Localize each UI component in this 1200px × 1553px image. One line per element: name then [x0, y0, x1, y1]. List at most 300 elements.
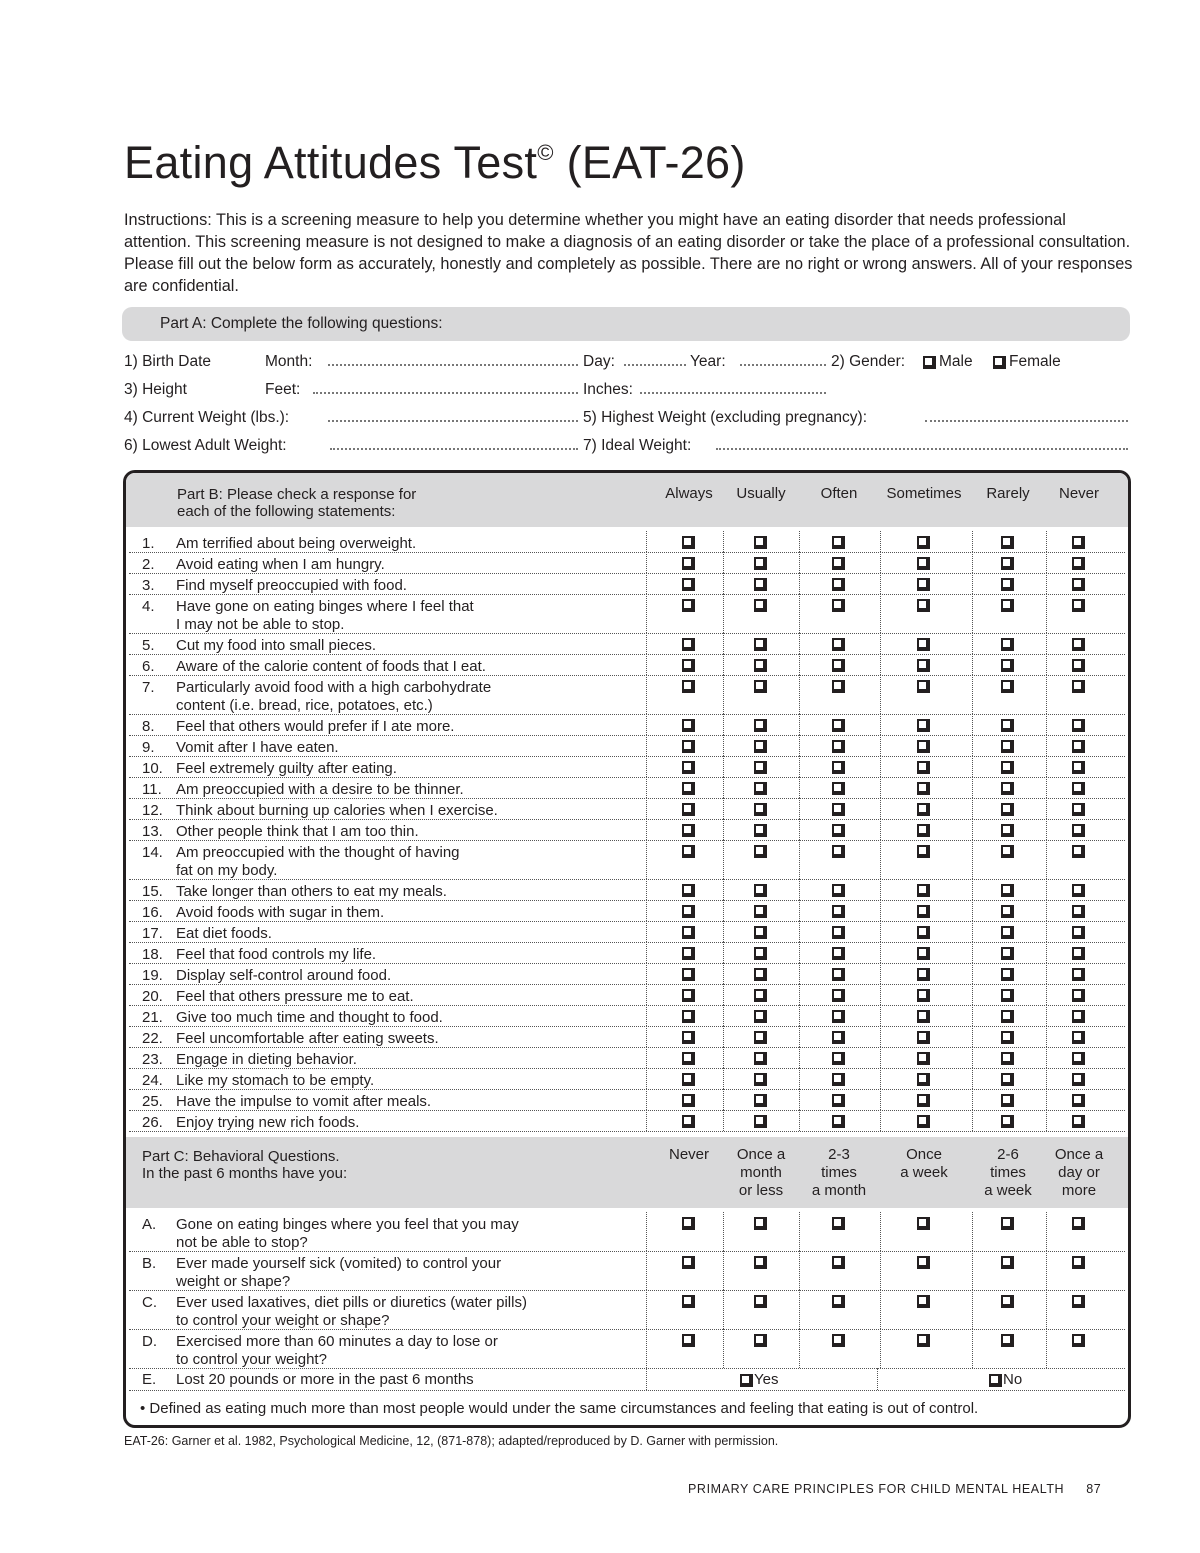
column-divider — [799, 633, 800, 654]
response-checkbox-never[interactable] — [1072, 680, 1083, 691]
frequency-checkbox[interactable] — [832, 1334, 843, 1345]
response-checkbox-often[interactable] — [832, 536, 843, 547]
column-divider — [880, 963, 881, 984]
response-checkbox-never[interactable] — [1072, 1115, 1083, 1126]
response-checkbox-never[interactable] — [1072, 1010, 1083, 1021]
female-label: Female — [1009, 353, 1061, 370]
response-checkbox-never[interactable] — [1072, 968, 1083, 979]
response-checkbox-sometimes[interactable] — [917, 578, 928, 589]
frequency-checkbox[interactable] — [1072, 1295, 1083, 1306]
item-number: 14. — [142, 844, 163, 861]
response-checkbox-sometimes[interactable] — [917, 989, 928, 1000]
response-checkbox-rarely[interactable] — [1001, 536, 1012, 547]
response-checkbox-always[interactable] — [682, 905, 693, 916]
column-divider — [880, 942, 881, 963]
ideal-weight-field[interactable] — [716, 448, 1128, 450]
frequency-checkbox[interactable] — [682, 1295, 693, 1306]
response-checkbox-sometimes[interactable] — [917, 968, 928, 979]
response-checkbox-usually[interactable] — [754, 557, 765, 568]
response-checkbox-sometimes[interactable] — [917, 926, 928, 937]
response-checkbox-rarely[interactable] — [1001, 803, 1012, 814]
highest-weight-field[interactable] — [925, 420, 1128, 422]
current-weight-label: 4) Current Weight (lbs.): — [124, 409, 290, 426]
column-divider — [877, 1368, 878, 1390]
response-checkbox-sometimes[interactable] — [917, 638, 928, 649]
response-checkbox-rarely[interactable] — [1001, 578, 1012, 589]
response-checkbox-always[interactable] — [682, 782, 693, 793]
response-checkbox-often[interactable] — [832, 803, 843, 814]
response-checkbox-never[interactable] — [1072, 599, 1083, 610]
column-divider — [799, 675, 800, 714]
response-checkbox-usually[interactable] — [754, 578, 765, 589]
part-b-item-row — [126, 552, 1128, 573]
male-checkbox-icon[interactable] — [923, 356, 934, 367]
response-checkbox-never[interactable] — [1072, 824, 1083, 835]
response-checkbox-never[interactable] — [1072, 1052, 1083, 1063]
response-checkbox-sometimes[interactable] — [917, 680, 928, 691]
response-checkbox-sometimes[interactable] — [917, 719, 928, 730]
response-checkbox-rarely[interactable] — [1001, 1094, 1012, 1105]
part-b-header-line1: Part B: Please check a response for — [177, 486, 417, 503]
item-number: 19. — [142, 967, 163, 984]
response-checkbox-always[interactable] — [682, 578, 693, 589]
response-checkbox-rarely[interactable] — [1001, 557, 1012, 568]
response-checkbox-rarely[interactable] — [1001, 680, 1012, 691]
response-checkbox-often[interactable] — [832, 926, 843, 937]
response-checkbox-often[interactable] — [832, 1031, 843, 1042]
response-checkbox-always[interactable] — [682, 638, 693, 649]
column-divider — [972, 798, 973, 819]
frequency-checkbox[interactable] — [1072, 1217, 1083, 1228]
response-checkbox-rarely[interactable] — [1001, 845, 1012, 856]
frequency-checkbox[interactable] — [754, 1334, 765, 1345]
response-checkbox-often[interactable] — [832, 1010, 843, 1021]
column-divider — [972, 1110, 973, 1131]
part-c-item-row — [126, 1251, 1128, 1290]
column-divider — [880, 798, 881, 819]
part-b-item-row — [126, 531, 1128, 552]
response-checkbox-usually[interactable] — [754, 680, 765, 691]
column-divider — [880, 675, 881, 714]
column-divider — [1046, 942, 1047, 963]
response-checkbox-always[interactable] — [682, 1073, 693, 1084]
response-checkbox-usually[interactable] — [754, 824, 765, 835]
response-checkbox-rarely[interactable] — [1001, 989, 1012, 1000]
response-checkbox-sometimes[interactable] — [917, 1073, 928, 1084]
response-checkbox-often[interactable] — [832, 599, 843, 610]
response-checkbox-usually[interactable] — [754, 659, 765, 670]
no-checkbox-icon[interactable] — [989, 1374, 1000, 1385]
column-divider — [880, 594, 881, 633]
response-checkbox-usually[interactable] — [754, 599, 765, 610]
response-checkbox-usually[interactable] — [754, 782, 765, 793]
frequency-checkbox[interactable] — [832, 1217, 843, 1228]
response-checkbox-usually[interactable] — [754, 1115, 765, 1126]
column-divider — [723, 1251, 724, 1290]
response-checkbox-rarely[interactable] — [1001, 1010, 1012, 1021]
response-checkbox-always[interactable] — [682, 845, 693, 856]
response-checkbox-always[interactable] — [682, 968, 693, 979]
frequency-checkbox[interactable] — [682, 1217, 693, 1228]
day-label: Day: — [583, 353, 615, 370]
response-checkbox-sometimes[interactable] — [917, 947, 928, 958]
response-checkbox-sometimes[interactable] — [917, 557, 928, 568]
response-checkbox-sometimes[interactable] — [917, 803, 928, 814]
column-divider — [646, 552, 647, 573]
response-checkbox-never[interactable] — [1072, 845, 1083, 856]
response-checkbox-usually[interactable] — [754, 968, 765, 979]
item-number: 6. — [142, 658, 155, 675]
column-divider — [646, 942, 647, 963]
column-divider — [1046, 921, 1047, 942]
column-divider — [799, 756, 800, 777]
part-b-item-row — [126, 1110, 1128, 1131]
response-checkbox-rarely[interactable] — [1001, 659, 1012, 670]
response-checkbox-always[interactable] — [682, 884, 693, 895]
item-number: 16. — [142, 904, 163, 921]
item-statement: Other people think that I am too thin. — [176, 823, 419, 840]
response-checkbox-never[interactable] — [1072, 1094, 1083, 1105]
part-b-column-header: Often — [820, 485, 858, 502]
no-label: No — [1003, 1371, 1023, 1388]
item-e-no-option[interactable] — [989, 1371, 1022, 1389]
response-checkbox-never[interactable] — [1072, 740, 1083, 751]
gender-female-option[interactable] — [993, 353, 1061, 371]
column-divider — [799, 1005, 800, 1026]
page-title — [124, 137, 746, 189]
response-checkbox-usually[interactable] — [754, 884, 765, 895]
frequency-checkbox[interactable] — [1001, 1334, 1012, 1345]
item-number: 1. — [142, 535, 155, 552]
part-b-column-header: Sometimes — [886, 485, 962, 502]
column-divider — [1046, 900, 1047, 921]
response-checkbox-sometimes[interactable] — [917, 1052, 928, 1063]
response-checkbox-usually[interactable] — [754, 1094, 765, 1105]
frequency-checkbox[interactable] — [917, 1295, 928, 1306]
current-weight-field[interactable] — [328, 420, 578, 422]
copyright-mark: © — [537, 140, 554, 165]
response-checkbox-often[interactable] — [832, 638, 843, 649]
frequency-checkbox[interactable] — [832, 1295, 843, 1306]
response-checkbox-always[interactable] — [682, 599, 693, 610]
column-divider — [972, 714, 973, 735]
frequency-checkbox[interactable] — [1001, 1295, 1012, 1306]
inches-field[interactable] — [640, 392, 826, 394]
frequency-checkbox[interactable] — [1001, 1217, 1012, 1228]
response-checkbox-usually[interactable] — [754, 1073, 765, 1084]
month-field[interactable] — [328, 364, 578, 366]
item-number: 24. — [142, 1072, 163, 1089]
column-divider — [646, 1089, 647, 1110]
response-checkbox-never[interactable] — [1072, 638, 1083, 649]
response-checkbox-sometimes[interactable] — [917, 1010, 928, 1021]
part-b-item-row — [126, 1026, 1128, 1047]
row-divider — [129, 1390, 1125, 1391]
response-checkbox-never[interactable] — [1072, 659, 1083, 670]
frequency-checkbox[interactable] — [917, 1217, 928, 1228]
response-checkbox-often[interactable] — [832, 968, 843, 979]
column-divider — [972, 633, 973, 654]
response-checkbox-often[interactable] — [832, 947, 843, 958]
response-checkbox-rarely[interactable] — [1001, 884, 1012, 895]
response-checkbox-rarely[interactable] — [1001, 782, 1012, 793]
response-checkbox-sometimes[interactable] — [917, 884, 928, 895]
column-divider — [1046, 633, 1047, 654]
frequency-checkbox[interactable] — [682, 1334, 693, 1345]
response-checkbox-rarely[interactable] — [1001, 761, 1012, 772]
item-statement: Have the impulse to vomit after meals. — [176, 1093, 432, 1110]
response-checkbox-rarely[interactable] — [1001, 638, 1012, 649]
response-checkbox-sometimes[interactable] — [917, 845, 928, 856]
response-checkbox-usually[interactable] — [754, 803, 765, 814]
year-field[interactable] — [740, 364, 826, 366]
response-checkbox-often[interactable] — [832, 884, 843, 895]
response-checkbox-rarely[interactable] — [1001, 719, 1012, 730]
response-checkbox-always[interactable] — [682, 1010, 693, 1021]
response-checkbox-usually[interactable] — [754, 719, 765, 730]
column-divider — [799, 1290, 800, 1329]
response-checkbox-always[interactable] — [682, 1031, 693, 1042]
response-checkbox-sometimes[interactable] — [917, 1031, 928, 1042]
column-divider — [972, 594, 973, 633]
response-checkbox-often[interactable] — [832, 1094, 843, 1105]
response-checkbox-usually[interactable] — [754, 740, 765, 751]
response-checkbox-often[interactable] — [832, 845, 843, 856]
column-divider — [972, 675, 973, 714]
column-divider — [1046, 735, 1047, 756]
part-c-column-header: 2-6 times a week — [984, 1146, 1032, 1199]
response-checkbox-usually[interactable] — [754, 1052, 765, 1063]
item-e-yes-option[interactable] — [740, 1371, 778, 1389]
column-divider — [646, 756, 647, 777]
column-divider — [880, 1068, 881, 1089]
response-checkbox-sometimes[interactable] — [917, 761, 928, 772]
column-divider — [1046, 573, 1047, 594]
response-checkbox-never[interactable] — [1072, 782, 1083, 793]
column-divider — [723, 1329, 724, 1368]
column-divider — [880, 756, 881, 777]
gender-male-option[interactable] — [923, 353, 973, 371]
item-statement: Think about burning up calories when I exercise. — [176, 802, 498, 819]
part-b-column-header: Usually — [736, 485, 786, 502]
response-checkbox-usually[interactable] — [754, 947, 765, 958]
response-checkbox-rarely[interactable] — [1001, 1031, 1012, 1042]
column-divider — [799, 942, 800, 963]
response-checkbox-always[interactable] — [682, 824, 693, 835]
item-statement: Avoid eating when I am hungry. — [176, 556, 385, 573]
frequency-checkbox[interactable] — [754, 1256, 765, 1267]
column-divider — [723, 900, 724, 921]
frequency-checkbox[interactable] — [754, 1217, 765, 1228]
response-checkbox-never[interactable] — [1072, 719, 1083, 730]
response-checkbox-rarely[interactable] — [1001, 947, 1012, 958]
response-checkbox-usually[interactable] — [754, 845, 765, 856]
item-statement: Find myself preoccupied with food. — [176, 577, 407, 594]
column-divider — [799, 1068, 800, 1089]
response-checkbox-sometimes[interactable] — [917, 782, 928, 793]
response-checkbox-never[interactable] — [1072, 884, 1083, 895]
frequency-checkbox[interactable] — [1072, 1334, 1083, 1345]
response-checkbox-rarely[interactable] — [1001, 1073, 1012, 1084]
response-checkbox-often[interactable] — [832, 1073, 843, 1084]
citation: EAT-26: Garner et al. 1982, Psychological Medicine, 12, (871-878); adapted/reproduced by D. Garner with permission. — [124, 1434, 779, 1448]
column-divider — [723, 798, 724, 819]
response-checkbox-sometimes[interactable] — [917, 599, 928, 610]
response-checkbox-never[interactable] — [1072, 761, 1083, 772]
feet-field[interactable] — [313, 392, 578, 394]
response-checkbox-rarely[interactable] — [1001, 926, 1012, 937]
column-divider — [1046, 1089, 1047, 1110]
item-number: 22. — [142, 1030, 163, 1047]
female-checkbox-icon[interactable] — [993, 356, 1004, 367]
column-divider — [799, 879, 800, 900]
response-checkbox-rarely[interactable] — [1001, 1115, 1012, 1126]
response-checkbox-rarely[interactable] — [1001, 599, 1012, 610]
column-divider — [1046, 798, 1047, 819]
response-checkbox-sometimes[interactable] — [917, 740, 928, 751]
response-checkbox-always[interactable] — [682, 536, 693, 547]
response-checkbox-rarely[interactable] — [1001, 905, 1012, 916]
title-abbr: (EAT-26) — [566, 137, 746, 188]
gender-label: 2) Gender: — [831, 353, 906, 370]
response-checkbox-never[interactable] — [1072, 989, 1083, 1000]
column-divider — [972, 1047, 973, 1068]
response-checkbox-often[interactable] — [832, 761, 843, 772]
column-divider — [972, 573, 973, 594]
column-divider — [646, 714, 647, 735]
column-divider — [880, 777, 881, 798]
frequency-checkbox[interactable] — [1072, 1256, 1083, 1267]
part-b-item-row — [126, 777, 1128, 798]
response-checkbox-often[interactable] — [832, 989, 843, 1000]
response-checkbox-usually[interactable] — [754, 761, 765, 772]
item-statement: Give too much time and thought to food. — [176, 1009, 443, 1026]
response-checkbox-often[interactable] — [832, 782, 843, 793]
frequency-checkbox[interactable] — [1001, 1256, 1012, 1267]
response-checkbox-sometimes[interactable] — [917, 905, 928, 916]
item-number: 5. — [142, 637, 155, 654]
column-divider — [799, 798, 800, 819]
response-checkbox-often[interactable] — [832, 905, 843, 916]
response-checkbox-never[interactable] — [1072, 803, 1083, 814]
frequency-checkbox[interactable] — [832, 1256, 843, 1267]
response-checkbox-never[interactable] — [1072, 926, 1083, 937]
response-checkbox-often[interactable] — [832, 680, 843, 691]
response-checkbox-never[interactable] — [1072, 557, 1083, 568]
response-checkbox-often[interactable] — [832, 1052, 843, 1063]
response-checkbox-always[interactable] — [682, 947, 693, 958]
item-statement: Vomit after I have eaten. — [176, 739, 339, 756]
column-divider — [723, 633, 724, 654]
response-checkbox-always[interactable] — [682, 1115, 693, 1126]
item-statement: Lost 20 pounds or more in the past 6 months — [176, 1371, 474, 1388]
part-b-item-row — [126, 1047, 1128, 1068]
part-b-item-row — [126, 756, 1128, 777]
item-statement: Avoid foods with sugar in them. — [176, 904, 385, 921]
yes-checkbox-icon[interactable] — [740, 1374, 751, 1385]
response-checkbox-usually[interactable] — [754, 638, 765, 649]
response-checkbox-often[interactable] — [832, 719, 843, 730]
response-checkbox-often[interactable] — [832, 578, 843, 589]
response-checkbox-rarely[interactable] — [1001, 824, 1012, 835]
response-checkbox-usually[interactable] — [754, 1031, 765, 1042]
response-checkbox-always[interactable] — [682, 1094, 693, 1105]
response-checkbox-rarely[interactable] — [1001, 1052, 1012, 1063]
response-checkbox-never[interactable] — [1072, 1031, 1083, 1042]
response-checkbox-often[interactable] — [832, 824, 843, 835]
response-checkbox-usually[interactable] — [754, 536, 765, 547]
response-checkbox-often[interactable] — [832, 659, 843, 670]
frequency-checkbox[interactable] — [917, 1334, 928, 1345]
column-divider — [972, 1068, 973, 1089]
yes-label: Yes — [754, 1371, 779, 1388]
response-checkbox-never[interactable] — [1072, 905, 1083, 916]
response-checkbox-always[interactable] — [682, 557, 693, 568]
response-checkbox-always[interactable] — [682, 761, 693, 772]
frequency-checkbox[interactable] — [917, 1256, 928, 1267]
response-checkbox-always[interactable] — [682, 659, 693, 670]
column-divider — [1046, 714, 1047, 735]
response-checkbox-never[interactable] — [1072, 947, 1083, 958]
response-checkbox-never[interactable] — [1072, 536, 1083, 547]
part-b-item-row — [126, 735, 1128, 756]
item-number: B. — [142, 1255, 157, 1272]
lowest-weight-field[interactable] — [330, 448, 578, 450]
column-divider — [1046, 1290, 1047, 1329]
response-checkbox-always[interactable] — [682, 926, 693, 937]
response-checkbox-usually[interactable] — [754, 989, 765, 1000]
response-checkbox-sometimes[interactable] — [917, 1115, 928, 1126]
column-divider — [1046, 1026, 1047, 1047]
response-checkbox-rarely[interactable] — [1001, 968, 1012, 979]
column-divider — [1046, 1047, 1047, 1068]
part-c-item-e — [126, 1368, 1128, 1390]
response-checkbox-always[interactable] — [682, 989, 693, 1000]
column-divider — [972, 1089, 973, 1110]
column-divider — [1046, 1110, 1047, 1131]
frequency-checkbox[interactable] — [682, 1256, 693, 1267]
response-checkbox-always[interactable] — [682, 680, 693, 691]
item-statement: Display self-control around food. — [176, 967, 392, 984]
response-checkbox-often[interactable] — [832, 740, 843, 751]
column-divider — [646, 1368, 647, 1390]
response-checkbox-sometimes[interactable] — [917, 824, 928, 835]
response-checkbox-sometimes[interactable] — [917, 659, 928, 670]
response-checkbox-never[interactable] — [1072, 1073, 1083, 1084]
column-divider — [972, 900, 973, 921]
part-b-item-row — [126, 1005, 1128, 1026]
response-checkbox-usually[interactable] — [754, 905, 765, 916]
column-divider — [723, 984, 724, 1005]
response-checkbox-rarely[interactable] — [1001, 740, 1012, 751]
response-checkbox-sometimes[interactable] — [917, 1094, 928, 1105]
day-field[interactable] — [624, 364, 686, 366]
column-divider — [799, 594, 800, 633]
response-checkbox-always[interactable] — [682, 719, 693, 730]
response-checkbox-usually[interactable] — [754, 1010, 765, 1021]
response-checkbox-usually[interactable] — [754, 926, 765, 937]
response-checkbox-sometimes[interactable] — [917, 536, 928, 547]
column-divider — [972, 1251, 973, 1290]
column-divider — [646, 531, 647, 552]
response-checkbox-always[interactable] — [682, 803, 693, 814]
response-checkbox-often[interactable] — [832, 1115, 843, 1126]
response-checkbox-often[interactable] — [832, 557, 843, 568]
response-checkbox-always[interactable] — [682, 1052, 693, 1063]
response-checkbox-always[interactable] — [682, 740, 693, 751]
response-checkbox-never[interactable] — [1072, 578, 1083, 589]
frequency-checkbox[interactable] — [754, 1295, 765, 1306]
